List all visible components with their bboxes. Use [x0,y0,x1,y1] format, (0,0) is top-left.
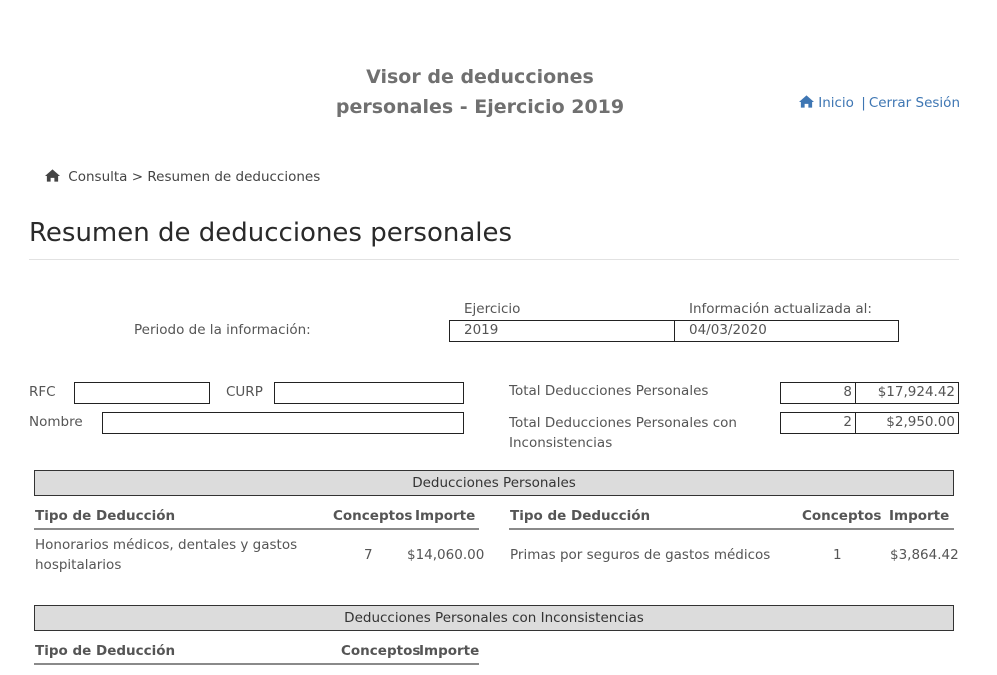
nombre-label: Nombre [29,414,83,430]
home-link-label: Inicio [818,95,854,111]
actualizada-field: 04/03/2020 [674,320,899,342]
page-title: Resumen de deducciones personales [29,218,513,248]
table-header-rule-right [509,528,954,530]
home-icon [45,169,60,182]
col-conceptos-right: Conceptos [802,508,882,524]
total-inconsistencias-label-line2: Inconsistencias [509,435,613,451]
breadcrumb-current: Resumen de deducciones [147,169,321,185]
curp-field [274,382,464,404]
app-title-line2: personales - Ejercicio 2019 [335,96,625,118]
periodo-label: Periodo de la información: [134,322,311,338]
col-importe-inconsistencias: Importe [419,643,480,659]
total-inconsistencias-label [509,413,737,453]
curp-label: CURP [226,384,263,400]
rfc-label: RFC [29,384,56,400]
total-inconsistencias-amount: $2,950.00 [855,412,959,434]
ejercicio-field: 2019 [449,320,675,342]
home-icon [799,95,814,108]
row-conceptos-right: 1 [833,547,842,563]
total-inconsistencias-label-line1: Total Deducciones Personales con [509,415,737,431]
ejercicio-label: Ejercicio [464,301,521,317]
breadcrumb-separator: > [131,169,144,185]
rfc-field [74,382,210,404]
top-nav [799,95,960,111]
col-conceptos-left: Conceptos [333,508,413,524]
row-tipo-line1: Honorarios médicos, dentales y gastos [35,537,298,553]
row-conceptos: 7 [364,547,373,563]
col-tipo-inconsistencias: Tipo de Deducción [35,643,176,659]
col-importe-right: Importe [889,508,950,524]
row-tipo-right: Primas por seguros de gastos médicos [510,547,771,563]
top-links-separator: | [861,95,866,111]
breadcrumb-consulta[interactable]: Consulta [68,169,128,185]
table-header-rule-inconsistencias [34,663,479,665]
app-title-line1: Visor de deducciones [366,66,594,88]
row-tipo-line2: hospitalarios [35,557,122,573]
table-header-rule-left [34,528,479,530]
col-conceptos-inconsistencias: Conceptos [341,643,421,659]
logout-link[interactable]: Cerrar Sesión [868,95,960,111]
col-tipo-right: Tipo de Deducción [510,508,651,524]
actualizada-label: Información actualizada al: [689,301,872,317]
total-deducciones-count: 8 [780,382,856,404]
title-divider [29,259,959,260]
inconsistencias-section-header: Deducciones Personales con Inconsistencias [34,605,954,631]
app-title [300,62,660,122]
total-deducciones-label: Total Deducciones Personales [509,383,709,399]
home-link[interactable] [799,95,858,111]
nombre-field [102,412,464,434]
breadcrumb [45,169,320,185]
total-inconsistencias-count: 2 [780,412,856,434]
table-row [35,535,297,575]
row-importe: $14,060.00 [407,547,485,563]
col-tipo-left: Tipo de Deducción [35,508,176,524]
total-deducciones-amount: $17,924.42 [855,382,959,404]
col-importe-left: Importe [415,508,476,524]
row-importe-right: $3,864.42 [890,547,959,563]
deducciones-section-header: Deducciones Personales [34,470,954,496]
